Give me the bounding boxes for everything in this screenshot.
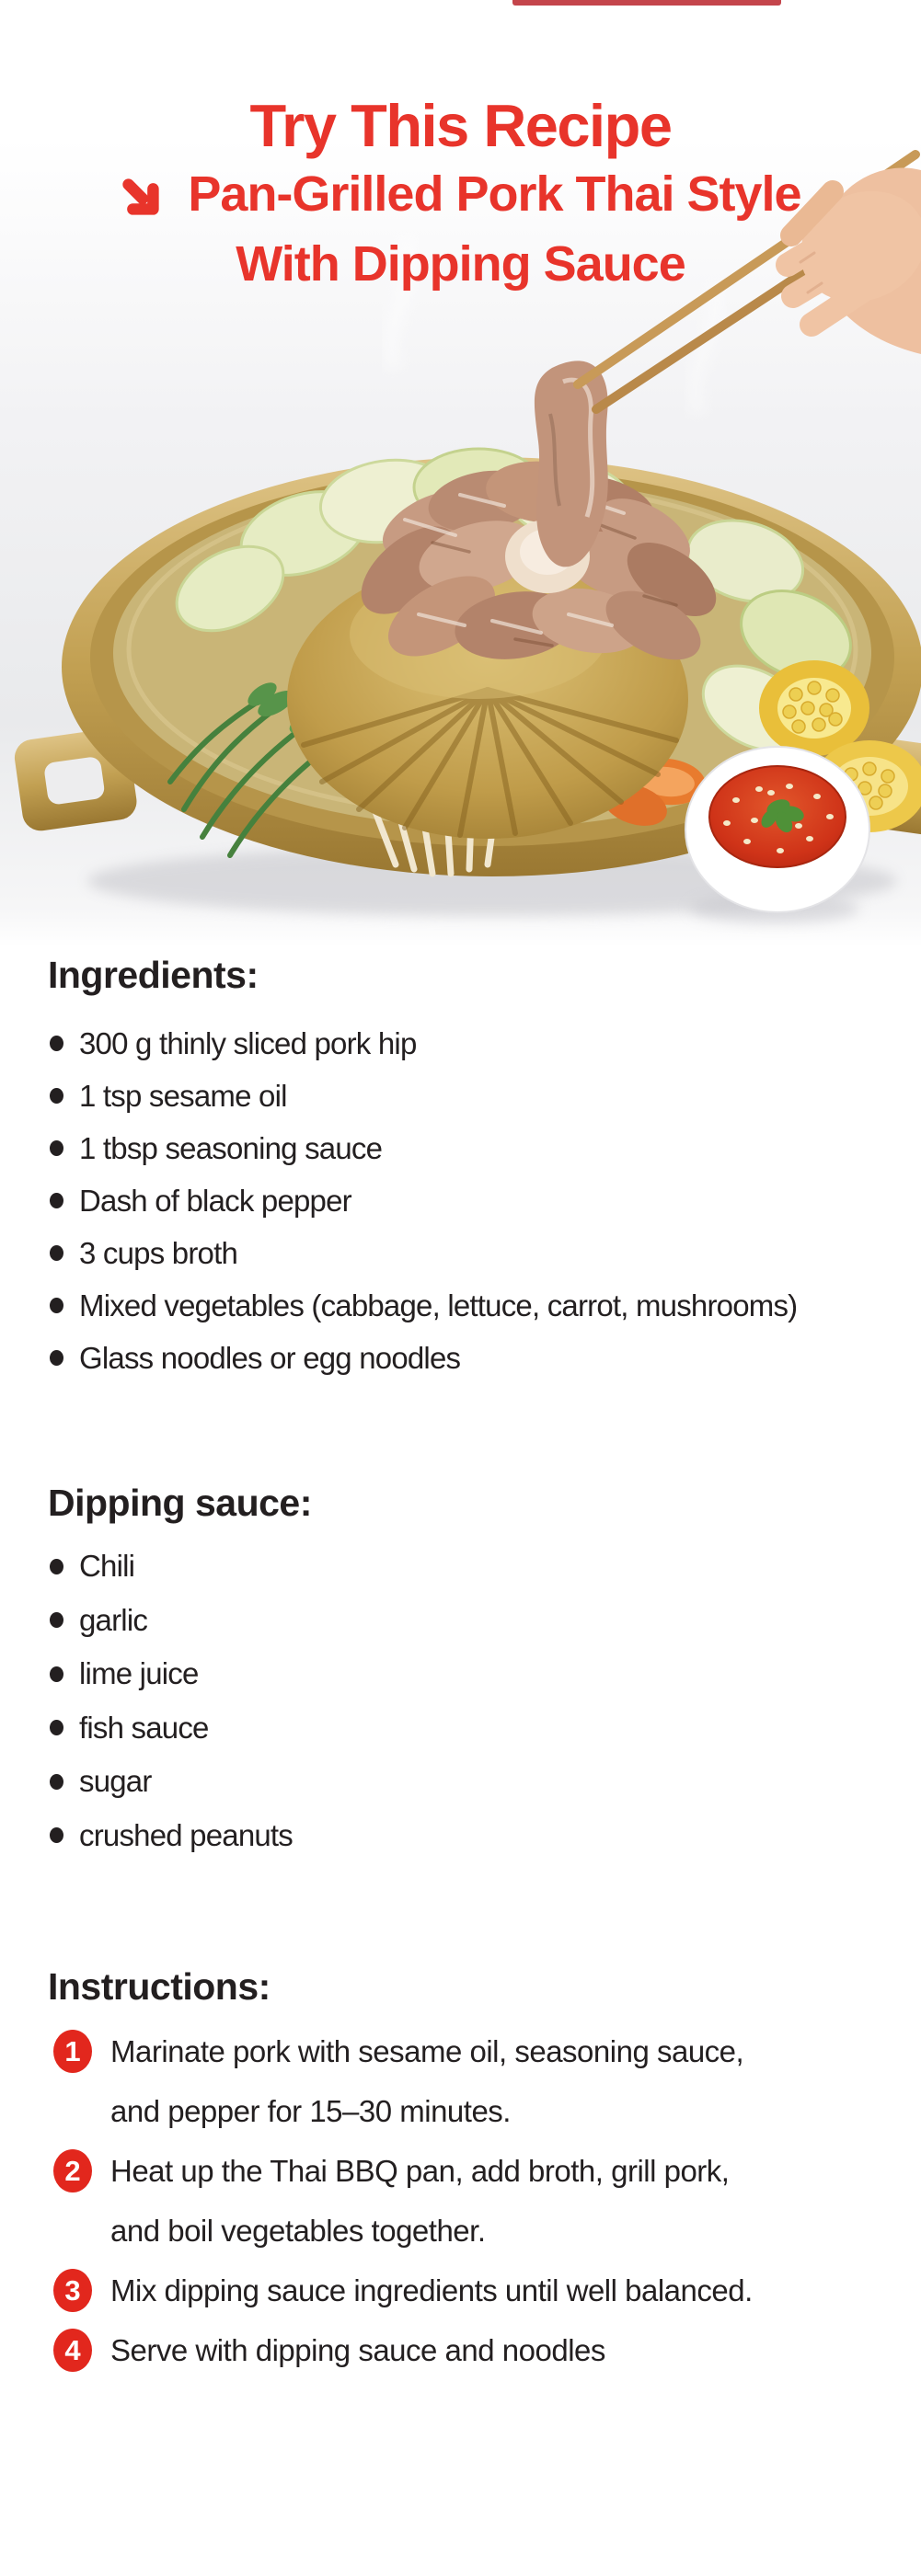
- step-text: Heat up the Thai BBQ pan, add broth, grill pork,: [110, 2154, 730, 2188]
- instruction-step: [48, 2141, 753, 2261]
- bullet-icon: [50, 1193, 63, 1208]
- list-item: Dash of black pepper: [48, 1174, 797, 1227]
- list-item: 300 g thinly sliced pork hip: [48, 1017, 797, 1070]
- instruction-step: [48, 2261, 753, 2320]
- bullet-icon: [50, 1827, 63, 1843]
- list-item: fish sauce: [48, 1701, 312, 1756]
- instruction-step: [48, 2021, 753, 2141]
- instructions-section: [48, 1964, 753, 2380]
- ingredients-heading: Ingredients:: [48, 954, 259, 996]
- step-text: Marinate pork with sesame oil, seasoning sauce,: [110, 2034, 744, 2068]
- recipe-subtitle-text1: Pan-Grilled Pork Thai Style: [188, 166, 801, 222]
- step-text: and boil vegetables together.: [110, 2214, 486, 2248]
- bullet-icon: [50, 1666, 63, 1682]
- bullet-icon: [50, 1774, 63, 1790]
- arrow-down-right-icon: [120, 173, 162, 215]
- ingredients-section: [48, 953, 797, 1384]
- list-item: sugar: [48, 1755, 312, 1809]
- dipping-sauce-list: [48, 1540, 312, 1862]
- bullet-icon: [50, 1298, 63, 1313]
- bullet-icon: [50, 1559, 63, 1574]
- recipe-subtitle-line1: [0, 158, 921, 229]
- recipe-subtitle: [0, 158, 921, 300]
- instruction-step: [48, 2320, 753, 2380]
- step-number-badge: 4: [53, 2329, 92, 2372]
- step-number-badge: 2: [53, 2149, 92, 2192]
- step-number-badge: 1: [53, 2030, 92, 2073]
- dipping-sauce-heading: Dipping sauce:: [48, 1482, 312, 1524]
- bullet-icon: [50, 1245, 63, 1261]
- list-item: 1 tbsp seasoning sauce: [48, 1122, 797, 1174]
- bullet-icon: [50, 1036, 63, 1051]
- ingredients-list: [48, 1017, 797, 1384]
- bullet-icon: [50, 1612, 63, 1628]
- recipe-subtitle-line2: With Dipping Sauce: [236, 236, 685, 292]
- list-item: Glass noodles or egg noodles: [48, 1332, 797, 1384]
- instructions-steps: [48, 2021, 753, 2380]
- list-item: Mixed vegetables (cabbage, lettuce, carrot, mushrooms): [48, 1279, 797, 1332]
- bullet-icon: [50, 1720, 63, 1735]
- step-text: and pepper for 15–30 minutes.: [110, 2094, 511, 2128]
- page-title: Try This Recipe: [249, 92, 672, 159]
- bullet-icon: [50, 1350, 63, 1366]
- list-item: 3 cups broth: [48, 1227, 797, 1279]
- bullet-icon: [50, 1088, 63, 1104]
- instructions-heading: Instructions:: [48, 1965, 271, 2008]
- step-text: Mix dipping sauce ingredients until well balanced.: [110, 2273, 753, 2307]
- list-item: crushed peanuts: [48, 1809, 312, 1863]
- top-accent-bar: [512, 0, 781, 6]
- list-item: lime juice: [48, 1647, 312, 1701]
- step-number-badge: 3: [53, 2269, 92, 2312]
- list-item: Chili: [48, 1540, 312, 1594]
- list-item: 1 tsp sesame oil: [48, 1070, 797, 1122]
- list-item: garlic: [48, 1594, 312, 1648]
- step-text: Serve with dipping sauce and noodles: [110, 2333, 605, 2367]
- bullet-icon: [50, 1140, 63, 1156]
- held-pork-slice: [535, 361, 608, 567]
- dipping-sauce-section: [48, 1481, 312, 1862]
